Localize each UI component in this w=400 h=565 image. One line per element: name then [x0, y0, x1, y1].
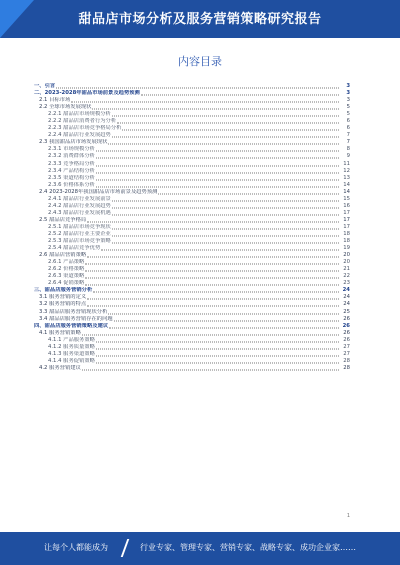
toc-entry-page: 17 — [343, 223, 350, 230]
page-number: 1 — [346, 513, 350, 519]
toc-entry[interactable] — [34, 210, 350, 217]
toc-leader-dots — [85, 271, 339, 272]
toc-entry-text: 4.1.4 服务促销策略 — [48, 357, 95, 364]
toc-entry[interactable] — [34, 118, 350, 125]
toc-leader-dots — [85, 264, 339, 265]
header-banner — [0, 0, 400, 38]
toc-leader-dots — [112, 243, 339, 244]
toc-leader-dots — [87, 306, 339, 307]
toc-entry-text: 4.1.2 服务质量策略 — [48, 343, 95, 350]
toc-entry[interactable] — [34, 330, 350, 337]
toc-leader-dots — [96, 172, 339, 173]
toc-entry-text: 2.2.4 甜品店行业发展趋势 — [48, 132, 111, 139]
toc-entry-text: 3.2 服务营销的特点 — [39, 301, 87, 308]
toc-entry-page: 20 — [343, 252, 350, 259]
toc-entry[interactable] — [34, 316, 350, 323]
toc-entry[interactable] — [34, 189, 350, 196]
toc-entry-text: 2.5.3 甜品店市场竞争策略 — [48, 238, 111, 245]
toc-entry-page: 6 — [346, 118, 350, 125]
toc-entry-page: 23 — [343, 280, 350, 287]
toc-leader-dots — [96, 341, 339, 342]
toc-entry-page: 3 — [346, 90, 350, 97]
toc-leader-dots — [96, 151, 339, 152]
toc-entry-page: 18 — [343, 238, 350, 245]
report-title: 甜品店市场分析及服务营销策略研究报告 — [78, 12, 322, 27]
toc-entry-page: 18 — [343, 231, 350, 237]
toc-entry-text: 2.4.2 甜品店行业发展趋势 — [48, 202, 111, 209]
toc-heading: 内容目录 — [178, 55, 222, 68]
toc-entry-page: 24 — [342, 287, 350, 294]
toc-entry-text: 2.3.5 渠道结构分析 — [48, 174, 95, 181]
toc-entry[interactable] — [34, 203, 350, 210]
toc-entry-page: 14 — [343, 181, 350, 188]
toc-entry[interactable] — [34, 344, 350, 351]
toc-leader-dots — [82, 334, 339, 335]
toc-entry[interactable] — [34, 365, 350, 372]
toc-leader-dots — [87, 257, 339, 258]
toc-entry[interactable] — [34, 125, 350, 132]
footer-banner — [0, 532, 400, 565]
toc-leader-dots — [108, 144, 339, 145]
toc-entry-page: 25 — [343, 308, 350, 315]
toc-entry-text: 3.4 甜品店服务营销存在的问题 — [39, 315, 113, 322]
toc-leader-dots — [112, 137, 339, 138]
toc-entry[interactable] — [34, 168, 350, 175]
toc-entry[interactable] — [34, 323, 350, 330]
toc-entry[interactable] — [34, 161, 350, 168]
toc-entry-text: 2.6.2 价格策略 — [48, 266, 85, 273]
footer-divider — [121, 539, 130, 557]
toc-leader-dots — [112, 236, 339, 237]
toc-entry-page: 3 — [346, 83, 350, 90]
toc-entry[interactable] — [34, 83, 350, 90]
toc-entry-page: 19 — [343, 245, 350, 252]
toc-entry-page: 3 — [346, 97, 350, 104]
toc-leader-dots — [85, 278, 339, 279]
toc-entry[interactable] — [34, 111, 350, 118]
toc-leader-dots — [87, 299, 339, 300]
toc-entry-text: 2.2.3 甜品店市场竞争格局分析 — [48, 125, 122, 132]
toc-leader-dots — [141, 95, 339, 96]
toc-leader-dots — [85, 285, 339, 286]
toc-entry-text: 4.1.1 产品服务策略 — [48, 336, 95, 343]
toc-entry-text: 三、甜品店服务营销分析 — [34, 287, 93, 294]
toc-entry-page: 7 — [346, 132, 350, 139]
toc-entry-page: 12 — [343, 167, 350, 174]
toc-leader-dots — [101, 250, 339, 251]
toc-entry-text: 2.6 甜品店营销策略 — [39, 252, 87, 259]
toc-entry-text: 2.3.4 产品结构分析 — [48, 167, 95, 174]
toc-entry[interactable] — [34, 358, 350, 365]
toc-leader-dots — [96, 186, 339, 187]
toc-entry-page: 20 — [343, 259, 350, 266]
toc-entry[interactable] — [34, 104, 350, 111]
toc-entry-page: 21 — [343, 266, 350, 273]
toc-entry-text: 2.4 2023-2028年我国甜品店市场前景及趋势预测 — [39, 188, 158, 195]
toc-entry-text: 2.4.1 甜品店行业发展前景 — [48, 195, 111, 202]
toc-entry[interactable] — [34, 231, 350, 238]
toc-leader-dots — [93, 292, 339, 293]
toc-leader-dots — [112, 214, 339, 215]
toc-leader-dots — [108, 313, 339, 314]
toc-entry[interactable] — [34, 146, 350, 153]
toc-entry[interactable] — [34, 217, 350, 224]
toc-entry[interactable] — [34, 97, 350, 104]
toc-entry-text: 4.1 服务营销策略 — [39, 329, 81, 336]
toc-entry-page: 28 — [343, 357, 350, 364]
toc-entry-page: 26 — [343, 336, 350, 343]
toc-leader-dots — [96, 179, 339, 180]
toc-entry[interactable] — [34, 266, 350, 273]
toc-leader-dots — [82, 369, 339, 370]
toc-entry[interactable] — [34, 273, 350, 280]
footer-slogan-right: 行业专家、管理专家、营销专家、战略专家、成功企业家…… — [140, 543, 356, 552]
toc-entry-page: 17 — [343, 209, 350, 216]
toc-leader-dots — [112, 228, 339, 229]
toc-leader-dots — [109, 327, 339, 328]
toc-entry-page: 5 — [346, 111, 350, 118]
toc-entry-text: 4.1.3 服务渠道策略 — [48, 350, 95, 357]
table-of-contents — [34, 83, 350, 372]
toc-entry-text: 2.3.1 市场规模分析 — [48, 146, 95, 153]
toc-leader-dots — [112, 207, 339, 208]
toc-entry[interactable] — [34, 153, 350, 160]
toc-entry-text: 2.5.4 甜品店竞争优势 — [48, 245, 101, 252]
toc-entry-page: 11 — [343, 160, 350, 167]
toc-leader-dots — [96, 355, 339, 356]
toc-entry-text: 2.6.4 促销策略 — [48, 280, 85, 287]
toc-entry-page: 28 — [343, 364, 350, 371]
toc-entry-text: 2.6.3 渠道策略 — [48, 273, 85, 280]
toc-entry-page: 17 — [343, 216, 350, 223]
toc-entry-page: 13 — [343, 174, 350, 181]
toc-entry-page: 27 — [343, 343, 350, 350]
toc-entry[interactable] — [34, 139, 350, 146]
toc-entry[interactable] — [34, 224, 350, 231]
toc-entry-page: 24 — [343, 301, 350, 308]
toc-entry-page: 26 — [343, 329, 350, 336]
toc-entry[interactable] — [34, 252, 350, 259]
toc-leader-dots — [117, 123, 339, 124]
toc-leader-dots — [87, 221, 339, 222]
toc-entry[interactable] — [34, 301, 350, 308]
toc-entry-text: 2.1 目标市场 — [39, 97, 71, 104]
toc-entry-text: 2.3.3 竞争格局分析 — [48, 160, 95, 167]
toc-entry[interactable] — [34, 196, 350, 203]
toc-entry[interactable] — [34, 287, 350, 294]
toc-entry-text: 2.5.2 甜品店行业主要企业 — [48, 231, 111, 237]
toc-entry-page: 8 — [346, 146, 350, 153]
toc-entry-text: 二、2023-2028年甜品市场前景及趋势预测 — [34, 90, 140, 97]
toc-entry[interactable] — [34, 337, 350, 344]
toc-entry-page: 22 — [343, 273, 350, 280]
footer-slogan-left: 让每个人都能成为 — [44, 543, 108, 552]
toc-entry-page: 9 — [346, 153, 350, 160]
toc-entry-page: 27 — [343, 350, 350, 357]
toc-entry-text: 2.2.1 甜品店市场规模分析 — [48, 111, 111, 118]
toc-entry[interactable] — [34, 132, 350, 139]
toc-leader-dots — [71, 102, 339, 103]
toc-entry[interactable] — [34, 245, 350, 252]
toc-entry-page: 7 — [346, 139, 350, 146]
toc-entry-text: 2.5.1 甜品店市场竞争现状 — [48, 223, 111, 230]
toc-entry[interactable] — [34, 175, 350, 182]
toc-entry-text: 4.2 服务营销建议 — [39, 364, 81, 371]
toc-entry[interactable] — [34, 280, 350, 287]
toc-entry-text: 一、引言 — [34, 83, 56, 90]
toc-entry-text: 2.3.2 消费群体分析 — [48, 153, 95, 160]
toc-entry[interactable] — [34, 259, 350, 266]
toc-entry-page: 26 — [342, 322, 350, 329]
toc-entry-text: 2.2.2 甜品店消费者行为分析 — [48, 118, 117, 125]
toc-entry[interactable] — [34, 238, 350, 245]
toc-entry-page: 15 — [343, 195, 350, 202]
toc-entry[interactable] — [34, 309, 350, 316]
toc-leader-dots — [122, 130, 339, 131]
toc-entry-text: 2.5 甜品店竞争格局 — [39, 216, 87, 223]
toc-leader-dots — [92, 109, 339, 110]
toc-leader-dots — [96, 158, 339, 159]
toc-leader-dots — [112, 116, 339, 117]
toc-entry-text: 2.6.1 产品策略 — [48, 259, 85, 266]
toc-entry-text: 3.1 服务营销的定义 — [39, 294, 87, 301]
toc-entry[interactable] — [34, 182, 350, 189]
toc-leader-dots — [96, 165, 339, 166]
toc-entry-page: 16 — [343, 202, 350, 209]
toc-leader-dots — [158, 193, 339, 194]
toc-leader-dots — [114, 320, 339, 321]
toc-entry[interactable] — [34, 351, 350, 358]
toc-entry-text: 2.4.3 甜品店行业发展机遇 — [48, 209, 111, 216]
toc-leader-dots — [96, 348, 339, 349]
toc-entry-text: 四、甜品店服务营销策略及建议 — [34, 322, 109, 329]
toc-entry[interactable] — [34, 294, 350, 301]
toc-entry[interactable] — [34, 90, 350, 97]
toc-entry-text: 2.2 全球市场发展现状 — [39, 104, 92, 111]
toc-entry-page: 24 — [343, 294, 350, 301]
toc-leader-dots — [112, 200, 339, 201]
toc-leader-dots — [96, 362, 339, 363]
toc-entry-text: 2.3.6 价格体系分析 — [48, 181, 95, 188]
toc-entry-text: 2.3 我国甜品店市场发展现状 — [39, 139, 108, 146]
toc-entry-page: 5 — [346, 104, 350, 111]
toc-leader-dots — [56, 88, 339, 89]
toc-entry-page: 6 — [346, 125, 350, 132]
toc-entry-page: 26 — [343, 315, 350, 322]
toc-entry-page: 14 — [343, 188, 350, 195]
toc-entry-text: 3.3 甜品店服务营销现状分析 — [39, 308, 108, 315]
